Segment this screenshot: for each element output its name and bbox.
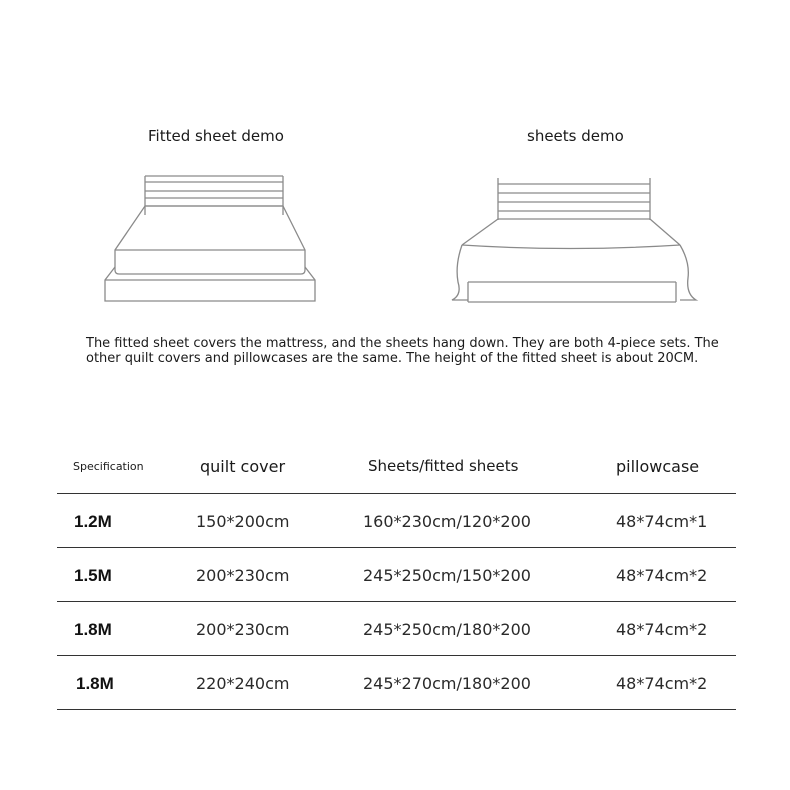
specification-table — [57, 438, 736, 710]
table-row — [57, 494, 736, 548]
cell-size: 1.8M — [76, 674, 114, 693]
cell-size: 1.2M — [74, 512, 112, 531]
cell-quilt-cover: 200*230cm — [196, 620, 290, 639]
table-row — [57, 548, 736, 602]
header-pillowcase: pillowcase — [616, 457, 700, 476]
cell-pillowcase: 48*74cm*2 — [616, 620, 708, 639]
header-specification: Specification — [73, 460, 144, 473]
cell-quilt-cover: 220*240cm — [196, 674, 290, 693]
cell-sheets: 160*230cm/120*200 — [363, 512, 531, 531]
cell-size: 1.8M — [74, 620, 112, 639]
cell-quilt-cover: 200*230cm — [196, 566, 290, 585]
cell-pillowcase: 48*74cm*2 — [616, 566, 708, 585]
cell-pillowcase: 48*74cm*1 — [616, 512, 708, 531]
table-row — [57, 602, 736, 656]
fitted-sheet-bed-illustration — [100, 170, 325, 310]
cell-sheets: 245*250cm/150*200 — [363, 566, 531, 585]
description-text: The fitted sheet covers the mattress, and the sheets hang down. They are both 4-piece sets. The other quilt covers and pillowcases are the same. The height of the fitted sheet is about 20CM. — [86, 336, 719, 366]
cell-sheets: 245*250cm/180*200 — [363, 620, 531, 639]
table-header-row — [57, 438, 736, 494]
table-row — [57, 656, 736, 710]
sheets-demo-title: sheets demo — [527, 127, 624, 145]
cell-quilt-cover: 150*200cm — [196, 512, 290, 531]
sheets-bed-illustration — [440, 170, 705, 310]
cell-size: 1.5M — [74, 566, 112, 585]
cell-pillowcase: 48*74cm*2 — [616, 674, 708, 693]
fitted-sheet-demo-title: Fitted sheet demo — [148, 127, 284, 145]
cell-sheets: 245*270cm/180*200 — [363, 674, 531, 693]
header-sheets: Sheets/fitted sheets — [368, 457, 519, 475]
header-quilt-cover: quilt cover — [200, 457, 286, 476]
